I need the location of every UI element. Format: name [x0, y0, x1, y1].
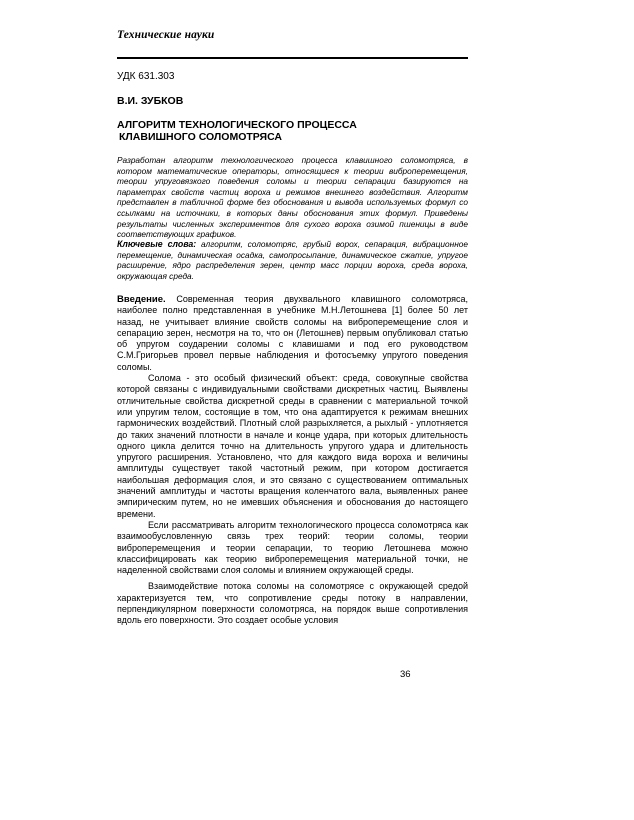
paragraph-introduction — [117, 294, 468, 373]
article-body — [117, 294, 468, 627]
udc-code: УДК 631.303 — [117, 71, 175, 82]
title-line-2: КЛАВИШНОГО СОЛОМОТРЯСА — [119, 131, 282, 143]
paragraph-interaction: Взаимодействие потока соломы на соломотрясе с окружающей средой характеризуется тем, что сопротивление среды потоку в направлении, перпендикулярном поверхности соломотряса, на порядок выше сопротивления вдоль его поверхности. Это создает особые условия — [117, 581, 468, 626]
introduction-text: Современная теория двухвального клавишного соломотряса, наиболее полно представленная в учебнике М.Н.Летошнева [1] более 50 лет назад, не учитывает влияние свойств соломы на виброперемещение слоя и сепарацию зерен, несмотря на то, что он (Летошнев) первым опубликовал статью об упругом соударении соломы с клавишами и под его руководством С.М.Григорьев провел первые наблюдения и фотосъемку упругого поведения соломы. — [117, 294, 468, 372]
title-line-1: АЛГОРИТМ ТЕХНОЛОГИЧЕСКОГО ПРОЦЕССА — [117, 119, 357, 131]
keywords — [117, 239, 468, 281]
author-name: В.И. ЗУБКОВ — [117, 95, 184, 107]
paragraph-algorithm: Если рассматривать алгоритм технологического процесса соломотряса как взаимообусловленную связь трех теорий: теории соломы, теории виброперемещения и теории сепарации, то теорию Летошнева можно классифицировать как теорию виброперемещения материальной точки, не наделенной свойствами слоя соломы и влиянием окружающей среды. — [117, 519, 468, 576]
article-title — [117, 119, 468, 143]
section-header: Технические науки — [117, 29, 215, 41]
header-divider — [117, 57, 468, 59]
keywords-label: Ключевые слова: — [117, 239, 197, 249]
paragraph-straw: Солома - это особый физический объект: среда, совокупные свойства которой связаны с индивидуальными свойствами дискретных частиц. Выявлены отличительные свойства дискретной среды в сравнении с материальной точкой или упругим телом, состоящие в том, что она адаптируется к режимам внешних гармонических воздействий. Плотный слой разрыхляется, а рыхлый - уплотняется до таких значений плотности в начале и конце удара, при которых длительность одного цикла делится точно на длительность упругого удара и длительность упругого расширения. Установлено, что для каждого вида вороха и величины амплитуды существует такой частотный режим, при котором достигается наибольшая деформация слоя, и это связано с существованием оптимальных значений амплитуды и частоты вращения коленчатого вала, выявленных ранее эмпирическим путем, но не имевших объяснения и обоснования до настоящего времени. — [117, 373, 468, 519]
keywords-text: алгоритм, соломотряс, грубый ворох, сепарация, вибрационное перемещение, динамическая осадка, самопросыпание, динамическое сжатие, упругое расширение, ядро распределения зерен, центр масс порции вороха, среда вороха, окружающая среда. — [117, 239, 468, 281]
abstract: Разработан алгоритм технологического процесса клавишного соломотряса, в котором математические операторы, относящиеся к теории виброперемещения, теории упруговязкого поведения соломы и теории сепарации базируются на параметрах свойств частиц вороха и режимов внешнего воздействия. Алгоритм представлен в табличной форме без обоснования и вывода используемых формул со ссылками на источники, в которых даны обоснования этих формул. Приведены результаты численных экспериментов для сухого вороха озимой пшеницы в виде соответствующих графиков. — [117, 155, 468, 240]
introduction-label: Введение. — [117, 294, 166, 305]
page-number: 36 — [400, 669, 411, 680]
